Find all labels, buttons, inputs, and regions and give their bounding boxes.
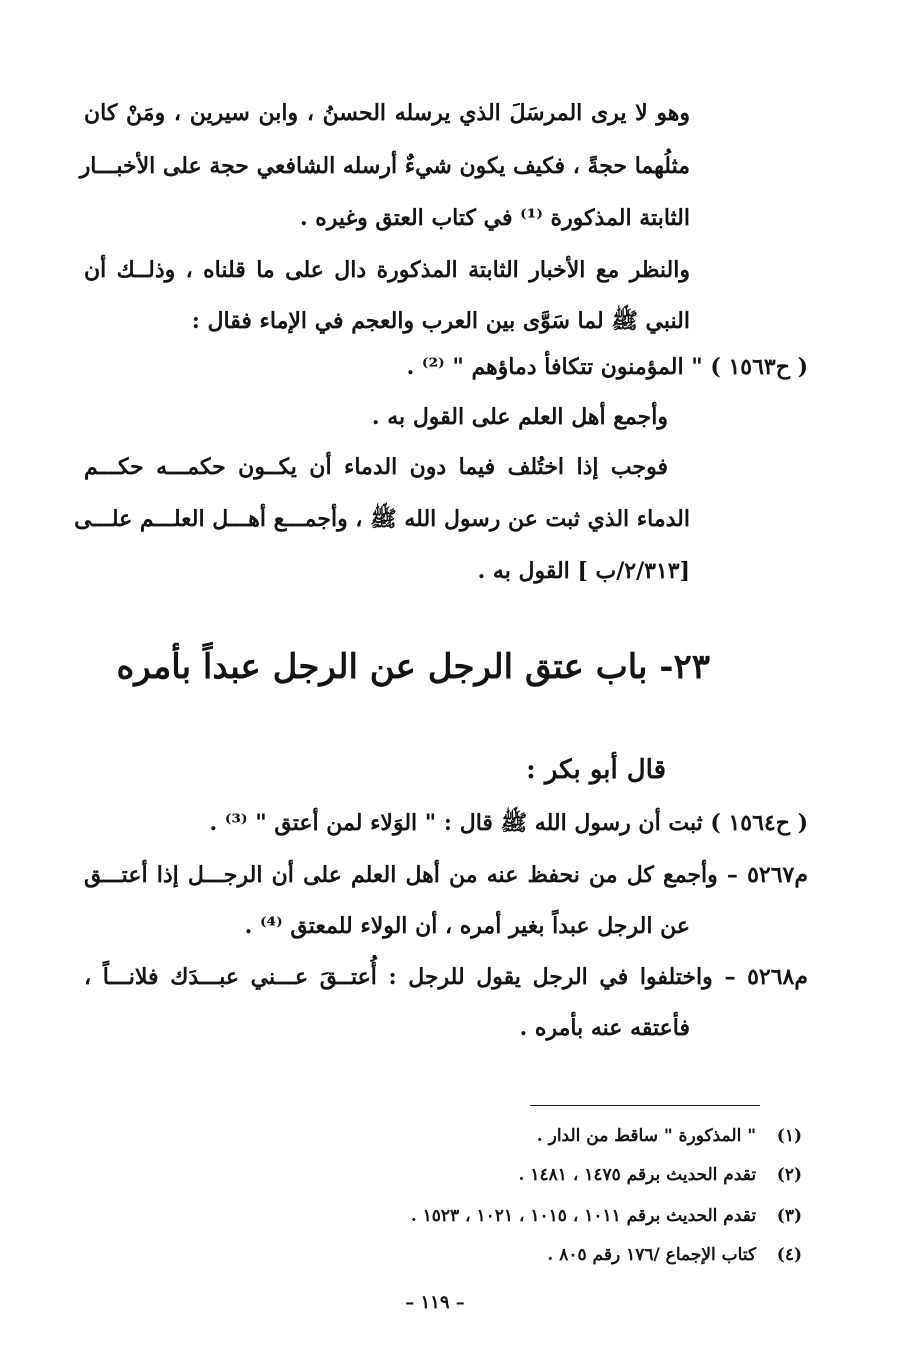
chapter-line: م٥٢٦٨ – واختلفوا في الرجل يقول للرجل : أُعتــقَ عـــني عبـــدَك فلانـــاً ،: [84, 964, 808, 990]
footnote-text: تقدم الحديث برقم ١٠١١ ، ١٠١٥ ، ١٠٢١ ، ١٥٢٣ .: [410, 1206, 757, 1226]
hadith-line: ( ح١٥٦٣ ) " المؤمنون تتكافأ دماؤهم " ⁽²⁾ .: [406, 354, 808, 380]
chapter-line: فأعتقه عنه بأمره .: [519, 1015, 690, 1041]
footnote: [519, 1163, 802, 1187]
footnote-number: (٣): [776, 1206, 802, 1226]
footnote: [547, 1243, 802, 1267]
footnote-divider: [530, 1105, 760, 1106]
chapter-subheading: قال أبو بكر :: [526, 755, 666, 785]
body-line: الدماء الذي ثبت عن رسول الله ﷺ ، وأجمـــع أهـــل العلـــم علـــى: [74, 506, 690, 532]
page-number: – ١١٩ –: [405, 1292, 465, 1313]
body-line: مثلُهما حجةً ، فكيف يكون شيءٌ أرسله الشافعي حجة على الأخبـــار: [79, 153, 690, 179]
body-line: النبي ﷺ لما سَوَّى بين العرب والعجم في الإماء فقال :: [191, 308, 690, 334]
body-line: فوجب إذا اختُلف فيما دون الدماء أن يكــون حكمـــه حكـــم: [84, 454, 668, 480]
body-line: [٢/٣١٣/ب ] القول به .: [477, 558, 690, 584]
body-line: والنظر مع الأخبار الثابتة المذكورة دال على ما قلناه ، وذلــك أن: [84, 257, 690, 283]
footnote-text: تقدم الحديث برقم ١٤٧٥ ، ١٤٨١ .: [518, 1165, 757, 1185]
footnote-number: (٤): [776, 1245, 802, 1265]
body-line: الثابتة المذكورة ⁽¹⁾ في كتاب العتق وغيره .: [299, 205, 690, 231]
footnote-number: (٢): [776, 1165, 802, 1185]
chapter-line: عن الرجل عبداً بغير أمره ، أن الولاء للمعتق ⁽⁴⁾ .: [244, 913, 690, 939]
footnote: [411, 1204, 802, 1228]
chapter-title: ٢٣- باب عتق الرجل عن الرجل عبداً بأمره: [116, 647, 710, 687]
footnote: [537, 1124, 802, 1148]
chapter-line: م٥٢٦٧ – وأجمع كل من نحفظ عنه من أهل العلم على أن الرجـــل إذا أعتـــق: [84, 862, 808, 888]
hadith-line: ( ح١٥٦٤ ) ثبت أن رسول الله ﷺ قال : " الوَلاء لمن أعتق " ⁽³⁾ .: [209, 810, 808, 836]
footnote-text: " المذكورة " ساقط من الدار .: [536, 1126, 757, 1146]
body-line: وأجمع أهل العلم على القول به .: [371, 404, 668, 430]
footnote-text: كتاب الإجماع /١٧٦ رقم ٨٠٥ .: [547, 1245, 757, 1265]
body-line: وهو لا يرى المرسَلَ الذي يرسله الحسنُ ، وابن سيرين ، ومَنْ كان: [84, 100, 690, 126]
footnote-number: (١): [776, 1126, 802, 1146]
